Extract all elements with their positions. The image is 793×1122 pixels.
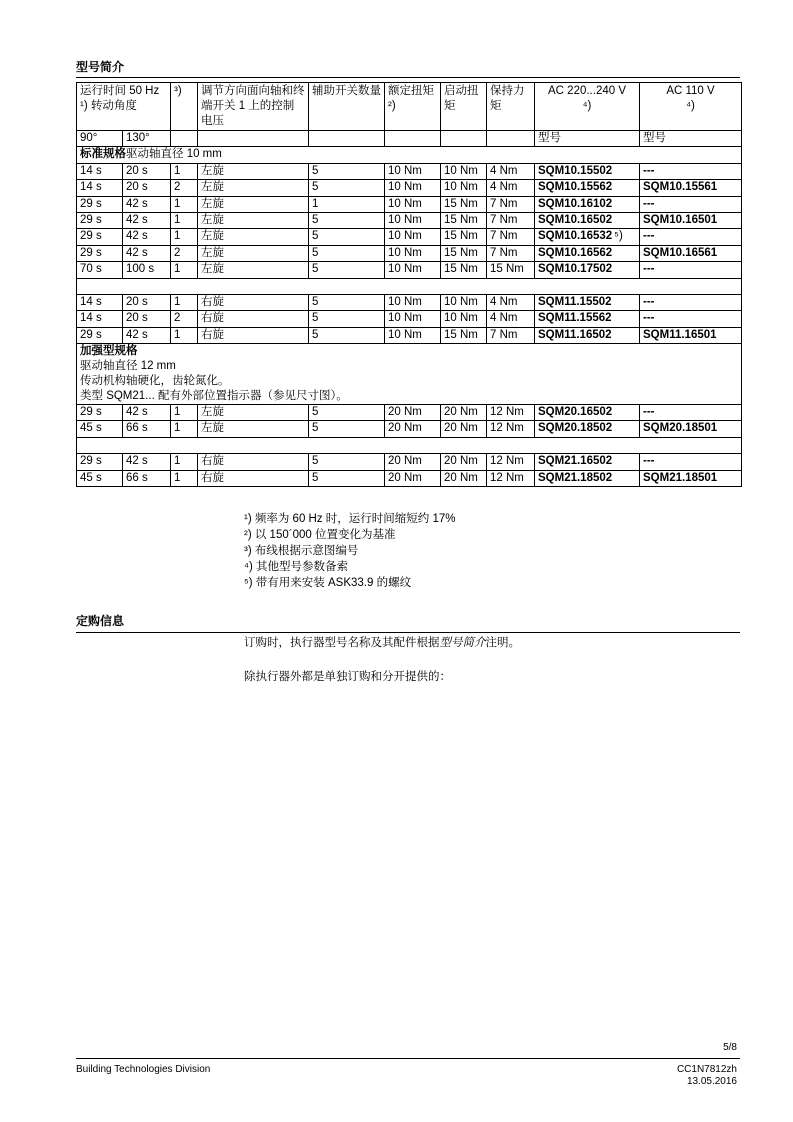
blank-row (77, 437, 742, 453)
cell-hold: 12 Nm (487, 405, 535, 421)
cell-aux: 5 (309, 212, 385, 228)
footer-doc-id: CC1N7812zh (676, 1064, 737, 1075)
cell-dir: 左旋 (198, 229, 309, 245)
footer-date: 13.05.2016 (686, 1076, 737, 1087)
cell-aux: 5 (309, 229, 385, 245)
section-title-ordering: 定购信息 (76, 614, 125, 628)
cell-start: 15 Nm (441, 327, 487, 343)
standard-desc: 驱动轴直径 10 mm (126, 148, 222, 161)
cell-rated: 10 Nm (385, 163, 441, 179)
cell-hold: 7 Nm (487, 327, 535, 343)
header-runtime: 运行时间 50 Hz ¹) 转动角度 (77, 83, 171, 131)
cell-t90: 29 s (77, 405, 123, 421)
cell-dir: 左旋 (198, 163, 309, 179)
model-label-110: 型号 (640, 131, 742, 147)
cell-start: 15 Nm (441, 262, 487, 278)
header-aux-switches: 辅助开关数量 (309, 83, 385, 131)
cell-m110: --- (640, 262, 742, 278)
table-row (77, 229, 742, 245)
cell-hold: 7 Nm (487, 212, 535, 228)
cell-wiring: 2 (171, 180, 198, 196)
section-divider (76, 632, 740, 633)
cell-start: 20 Nm (441, 405, 487, 421)
cell-aux: 5 (309, 327, 385, 343)
cell-start: 20 Nm (441, 470, 487, 486)
cell-m220: SQM10.17502 (535, 262, 640, 278)
table-row (77, 196, 742, 212)
cell-m220: SQM10.16562 (535, 245, 640, 261)
cell-m110: --- (640, 163, 742, 179)
cell-start: 15 Nm (441, 245, 487, 261)
cell-t130: 42 s (123, 454, 171, 470)
cell-m110: SQM11.16501 (640, 327, 742, 343)
cell-wiring: 1 (171, 294, 198, 310)
cell-wiring: 1 (171, 327, 198, 343)
cell-rated: 10 Nm (385, 180, 441, 196)
table-body (77, 83, 742, 487)
cell-start: 15 Nm (441, 229, 487, 245)
cell-t130: 100 s (123, 262, 171, 278)
table-row (77, 212, 742, 228)
cell-dir: 左旋 (198, 196, 309, 212)
cell-rated: 10 Nm (385, 212, 441, 228)
cell-start: 20 Nm (441, 421, 487, 437)
cell-t130: 42 s (123, 229, 171, 245)
cell-wiring: 1 (171, 229, 198, 245)
model-label-220: 型号 (535, 131, 640, 147)
cell-start: 15 Nm (441, 196, 487, 212)
cell-t130: 20 s (123, 311, 171, 327)
header-direction: 调节方向面向轴和终端开关 1 上的控制电压 (198, 83, 309, 131)
table-row (77, 454, 742, 470)
cell-start: 20 Nm (441, 454, 487, 470)
cell-start: 10 Nm (441, 311, 487, 327)
cell-aux: 5 (309, 294, 385, 310)
cell-dir: 左旋 (198, 180, 309, 196)
cell-start: 10 Nm (441, 163, 487, 179)
footnote-4: ⁴) 其他型号参数备索 (244, 561, 348, 573)
angle-90: 90° (77, 131, 123, 147)
cell-m110: SQM10.15561 (640, 180, 742, 196)
cell-t90: 14 s (77, 311, 123, 327)
cell-m220: SQM20.18502 (535, 421, 640, 437)
cell-dir: 左旋 (198, 212, 309, 228)
cell-rated: 10 Nm (385, 196, 441, 212)
footnotes (244, 511, 456, 591)
cell-m220: SQM10.16502 (535, 212, 640, 228)
header-hold-torque: 保持力矩 (487, 83, 535, 131)
cell-t90: 29 s (77, 327, 123, 343)
footer-divider (76, 1058, 740, 1059)
cell-aux: 5 (309, 311, 385, 327)
cell-m220: SQM11.15562 (535, 311, 640, 327)
reinforced-title: 加强型规格 (80, 345, 138, 358)
cell-t130: 42 s (123, 405, 171, 421)
cell-wiring: 1 (171, 196, 198, 212)
cell-rated: 10 Nm (385, 245, 441, 261)
cell-m110: SQM20.18501 (640, 421, 742, 437)
section-divider (76, 77, 740, 78)
cell-hold: 7 Nm (487, 229, 535, 245)
table-row (77, 311, 742, 327)
cell-wiring: 2 (171, 311, 198, 327)
header-ac220: AC 220...240 V ⁴) (535, 83, 640, 131)
cell-hold: 12 Nm (487, 421, 535, 437)
cell-t90: 14 s (77, 180, 123, 196)
cell-rated: 10 Nm (385, 327, 441, 343)
ordering-line-2: 除执行器外都是单独订购和分开提供的： (244, 671, 451, 683)
cell-t130: 66 s (123, 470, 171, 486)
cell-m110: SQM21.18501 (640, 470, 742, 486)
cell-m110: --- (640, 405, 742, 421)
angle-130: 130° (123, 131, 171, 147)
cell-t130: 20 s (123, 163, 171, 179)
ordering-line-1: 订购时，执行器型号名称及其配件根据型号简介注明。 (244, 637, 520, 649)
cell-dir: 右旋 (198, 311, 309, 327)
cell-dir: 左旋 (198, 262, 309, 278)
header-start-torque: 启动扭矩 (441, 83, 487, 131)
cell-wiring: 1 (171, 212, 198, 228)
cell-m220: SQM10.15562 (535, 180, 640, 196)
cell-rated: 20 Nm (385, 421, 441, 437)
cell-rated: 10 Nm (385, 229, 441, 245)
cell-t90: 14 s (77, 163, 123, 179)
cell-m110: --- (640, 196, 742, 212)
cell-t90: 29 s (77, 229, 123, 245)
cell-start: 10 Nm (441, 180, 487, 196)
cell-wiring: 1 (171, 421, 198, 437)
cell-t90: 45 s (77, 470, 123, 486)
cell-start: 10 Nm (441, 294, 487, 310)
cell-rated: 10 Nm (385, 262, 441, 278)
footnote-1: ¹) 频率为 60 Hz 时，运行时间缩短约 17% (244, 513, 456, 525)
table-row (77, 294, 742, 310)
ordering-text (244, 635, 520, 685)
cell-t130: 20 s (123, 180, 171, 196)
cell-dir: 右旋 (198, 327, 309, 343)
cell-t90: 14 s (77, 294, 123, 310)
cell-aux: 5 (309, 454, 385, 470)
cell-dir: 左旋 (198, 245, 309, 261)
reinforced-section-row (77, 344, 742, 405)
model-overview-table (76, 82, 742, 487)
blank-row (77, 278, 742, 294)
cell-aux: 5 (309, 245, 385, 261)
cell-aux: 5 (309, 262, 385, 278)
cell-aux: 5 (309, 405, 385, 421)
cell-hold: 12 Nm (487, 470, 535, 486)
standard-section-row (77, 147, 742, 163)
table-row (77, 470, 742, 486)
reinforced-line-3: 类型 SQM21... 配有外部位置指示器（参见尺寸图）。 (80, 390, 348, 403)
cell-rated: 10 Nm (385, 294, 441, 310)
table-row (77, 245, 742, 261)
cell-aux: 1 (309, 196, 385, 212)
cell-hold: 7 Nm (487, 196, 535, 212)
cell-aux: 5 (309, 470, 385, 486)
cell-start: 15 Nm (441, 212, 487, 228)
cell-dir: 左旋 (198, 405, 309, 421)
cell-wiring: 1 (171, 405, 198, 421)
footnote-5: ⁵) 带有用来安装 ASK33.9 的螺纹 (244, 577, 412, 589)
cell-dir: 左旋 (198, 421, 309, 437)
cell-dir: 右旋 (198, 470, 309, 486)
cell-hold: 7 Nm (487, 245, 535, 261)
cell-hold: 15 Nm (487, 262, 535, 278)
cell-m220: SQM11.15502 (535, 294, 640, 310)
cell-wiring: 2 (171, 245, 198, 261)
table-header-row (77, 83, 742, 131)
cell-m110: --- (640, 454, 742, 470)
table-subheader-row (77, 131, 742, 147)
table-row (77, 405, 742, 421)
cell-rated: 20 Nm (385, 454, 441, 470)
cell-m220: SQM11.16502 (535, 327, 640, 343)
cell-hold: 4 Nm (487, 311, 535, 327)
cell-dir: 右旋 (198, 454, 309, 470)
cell-aux: 5 (309, 180, 385, 196)
cell-m110: SQM10.16501 (640, 212, 742, 228)
cell-t130: 42 s (123, 327, 171, 343)
cell-aux: 5 (309, 163, 385, 179)
cell-t90: 70 s (77, 262, 123, 278)
cell-m220: SQM10.16102 (535, 196, 640, 212)
table-row (77, 262, 742, 278)
cell-hold: 12 Nm (487, 454, 535, 470)
cell-m220: SQM10.16532 ⁵) (535, 229, 640, 245)
section-title-overview: 型号简介 (76, 60, 125, 74)
cell-wiring: 1 (171, 163, 198, 179)
cell-m220: SQM21.18502 (535, 470, 640, 486)
cell-aux: 5 (309, 421, 385, 437)
cell-wiring: 1 (171, 470, 198, 486)
cell-m220: SQM20.16502 (535, 405, 640, 421)
cell-t90: 29 s (77, 196, 123, 212)
cell-wiring: 1 (171, 454, 198, 470)
cell-m220: SQM10.15502 (535, 163, 640, 179)
footer-doc-info (677, 1064, 737, 1088)
table-row (77, 421, 742, 437)
reinforced-line-2: 传动机构轴硬化，齿轮氮化。 (80, 375, 230, 388)
cell-m110: --- (640, 294, 742, 310)
header-wiring: ³) (171, 83, 198, 131)
footnote-2: ²) 以 150´000 位置变化为基准 (244, 529, 396, 541)
cell-t130: 42 s (123, 212, 171, 228)
cell-t90: 29 s (77, 454, 123, 470)
footer-division: Building Technologies Division (76, 1064, 211, 1075)
header-rated-torque: 额定扭矩 ²) (385, 83, 441, 131)
reinforced-line-1: 驱动轴直径 12 mm (80, 360, 176, 373)
header-ac110: AC 110 V ⁴) (640, 83, 742, 131)
cell-m110: SQM10.16561 (640, 245, 742, 261)
page-number: 5/8 (723, 1042, 737, 1053)
standard-label: 标准规格 (80, 148, 126, 161)
cell-t130: 66 s (123, 421, 171, 437)
table-row (77, 180, 742, 196)
table-row (77, 163, 742, 179)
cell-t90: 45 s (77, 421, 123, 437)
footnote-3: ³) 布线根据示意图编号 (244, 545, 359, 557)
cell-m220: SQM21.16502 (535, 454, 640, 470)
cell-hold: 4 Nm (487, 180, 535, 196)
cell-m110: --- (640, 229, 742, 245)
cell-wiring: 1 (171, 262, 198, 278)
cell-dir: 右旋 (198, 294, 309, 310)
cell-t130: 42 s (123, 196, 171, 212)
cell-t130: 42 s (123, 245, 171, 261)
cell-t90: 29 s (77, 212, 123, 228)
cell-hold: 4 Nm (487, 294, 535, 310)
cell-rated: 10 Nm (385, 311, 441, 327)
cell-m110: --- (640, 311, 742, 327)
cell-rated: 20 Nm (385, 405, 441, 421)
cell-rated: 20 Nm (385, 470, 441, 486)
cell-t90: 29 s (77, 245, 123, 261)
cell-t130: 20 s (123, 294, 171, 310)
table-row (77, 327, 742, 343)
cell-hold: 4 Nm (487, 163, 535, 179)
